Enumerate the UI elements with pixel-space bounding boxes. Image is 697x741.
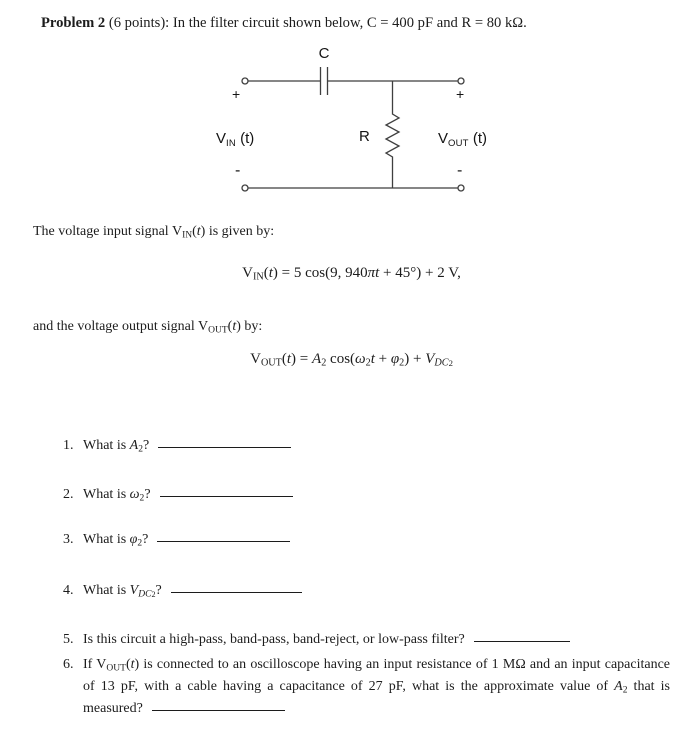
text-segment: What is: [83, 532, 130, 547]
vout-label: [438, 130, 487, 149]
text-segment: V: [129, 583, 139, 598]
text-segment: φ: [129, 532, 138, 547]
text-segment: ) by:: [236, 319, 263, 334]
text-segment: (: [192, 224, 197, 239]
terminal-top-left: [242, 78, 248, 84]
vin-equation: [33, 265, 670, 283]
text-segment: A: [129, 438, 139, 453]
text-segment: 2: [139, 493, 145, 504]
text-segment: πt: [367, 265, 380, 281]
vin-label: [216, 130, 254, 149]
text-segment: 2: [622, 685, 628, 696]
question-number: 3.: [63, 532, 74, 547]
page-title: [41, 15, 527, 32]
question-number: 6.: [63, 657, 74, 672]
text-segment: t: [370, 351, 375, 367]
text-segment: ?: [144, 487, 151, 502]
text-segment: (: [125, 657, 131, 672]
text-segment: ?: [142, 438, 150, 453]
resistor-zigzag: [386, 81, 399, 188]
text-segment: (: [263, 265, 269, 281]
vin-subscript: IN: [226, 138, 236, 149]
terminal-bottom-right: [458, 185, 464, 191]
question-item: [63, 582, 670, 604]
text-segment: that is measured?: [83, 679, 670, 717]
answer-blank: [152, 707, 285, 711]
text-segment: ) +: [404, 351, 426, 367]
text-segment: φ: [390, 351, 400, 367]
terminal-bottom-left: [242, 185, 248, 191]
text-segment: ω: [129, 487, 140, 502]
text-segment: What is: [83, 438, 130, 453]
text-segment: 2: [448, 358, 453, 368]
text-segment: The voltage input signal V: [33, 224, 183, 239]
vout-subscript: OUT: [448, 138, 469, 149]
vin-rest: (t): [235, 130, 255, 147]
plus-sign-left: +: [232, 86, 241, 102]
text-segment: DC: [434, 357, 449, 369]
text-segment: t: [130, 657, 135, 672]
text-segment: IN: [252, 271, 264, 283]
text-segment: ω: [355, 351, 366, 367]
question-text: [83, 532, 148, 547]
text-segment: ) = 5 cos(9, 940: [272, 265, 368, 281]
text-segment: ) =: [291, 351, 313, 367]
terminal-top-right: [458, 78, 464, 84]
text-segment: What is: [83, 583, 130, 598]
text-segment: (: [227, 319, 233, 334]
capacitor-label: C: [318, 45, 330, 62]
text-segment: 2: [138, 444, 143, 455]
text-segment: IN: [182, 230, 193, 241]
text-segment: V: [250, 351, 261, 367]
question-number: 1.: [63, 438, 74, 453]
output-signal-paragraph: [33, 319, 262, 336]
text-segment: A: [614, 679, 623, 695]
text-segment: DC: [138, 589, 152, 600]
question-number: 2.: [63, 487, 74, 502]
text-segment: OUT: [208, 325, 228, 336]
text-segment: (: [281, 351, 287, 367]
text-segment: What is: [83, 487, 130, 502]
minus-sign-left: -: [235, 162, 241, 179]
resistor-label: R: [359, 128, 370, 145]
question-number: 5.: [63, 632, 74, 647]
question-item: [63, 486, 670, 508]
text-segment: OUT: [106, 663, 126, 674]
text-segment: 2: [321, 357, 327, 369]
plus-sign-right: +: [456, 86, 465, 102]
text-segment: (6 points): In the filter circuit shown below, C = 400 pF and R = 80 kΩ.: [105, 15, 527, 31]
text-segment: t: [232, 319, 237, 334]
text-segment: cos(: [326, 351, 356, 367]
text-segment: 2: [399, 357, 405, 369]
question-text: [83, 487, 151, 502]
question-item: [63, 531, 670, 553]
answer-blank: [474, 638, 570, 642]
text-segment: Is this circuit a high-pass, band-pass, band-reject, or low-pass filter?: [83, 632, 465, 647]
question-text: [83, 583, 162, 598]
text-segment: 2: [137, 538, 143, 549]
vout-equation: [33, 351, 670, 369]
text-segment: + 45°) + 2 V,: [379, 265, 461, 281]
text-segment: t: [268, 265, 273, 281]
vout-main: V: [438, 130, 449, 147]
text-segment: If V: [83, 657, 107, 672]
text-segment: and the voltage output signal V: [33, 319, 209, 334]
text-segment: V: [242, 265, 253, 281]
answer-blank: [160, 493, 293, 497]
circuit-diagram: [210, 44, 500, 200]
input-signal-paragraph: [33, 224, 274, 241]
text-segment: 2: [365, 357, 371, 369]
question-item: [63, 631, 670, 649]
text-segment: ?: [155, 583, 162, 598]
text-segment: OUT: [260, 357, 282, 369]
text-segment: A: [312, 351, 322, 367]
answer-blank: [171, 589, 302, 593]
vout-rest: (t): [468, 130, 487, 147]
text-segment: ) is given by:: [200, 224, 275, 239]
answer-blank: [158, 444, 291, 448]
minus-sign-right: -: [457, 162, 463, 179]
text-segment: ) is connected to an oscilloscope having an input resistance of 1 MΩ and an input capacitance of 13 pF, with a cable having a capacitance of 27 pF, what is the approximate value of: [83, 657, 671, 695]
question-item: [63, 437, 670, 459]
question-number: 4.: [63, 583, 74, 598]
vin-main: V: [216, 130, 227, 147]
text-segment: V: [425, 351, 435, 367]
question-text: [83, 438, 149, 453]
text-segment: ?: [142, 532, 149, 547]
text-segment: 2: [151, 590, 156, 599]
question-text: [83, 632, 465, 647]
text-segment: t: [196, 224, 201, 239]
text-segment: +: [374, 351, 391, 367]
text-segment: t: [286, 351, 292, 367]
answer-blank: [157, 538, 290, 542]
text-segment: Problem 2: [41, 15, 106, 31]
question-item: [63, 656, 670, 718]
